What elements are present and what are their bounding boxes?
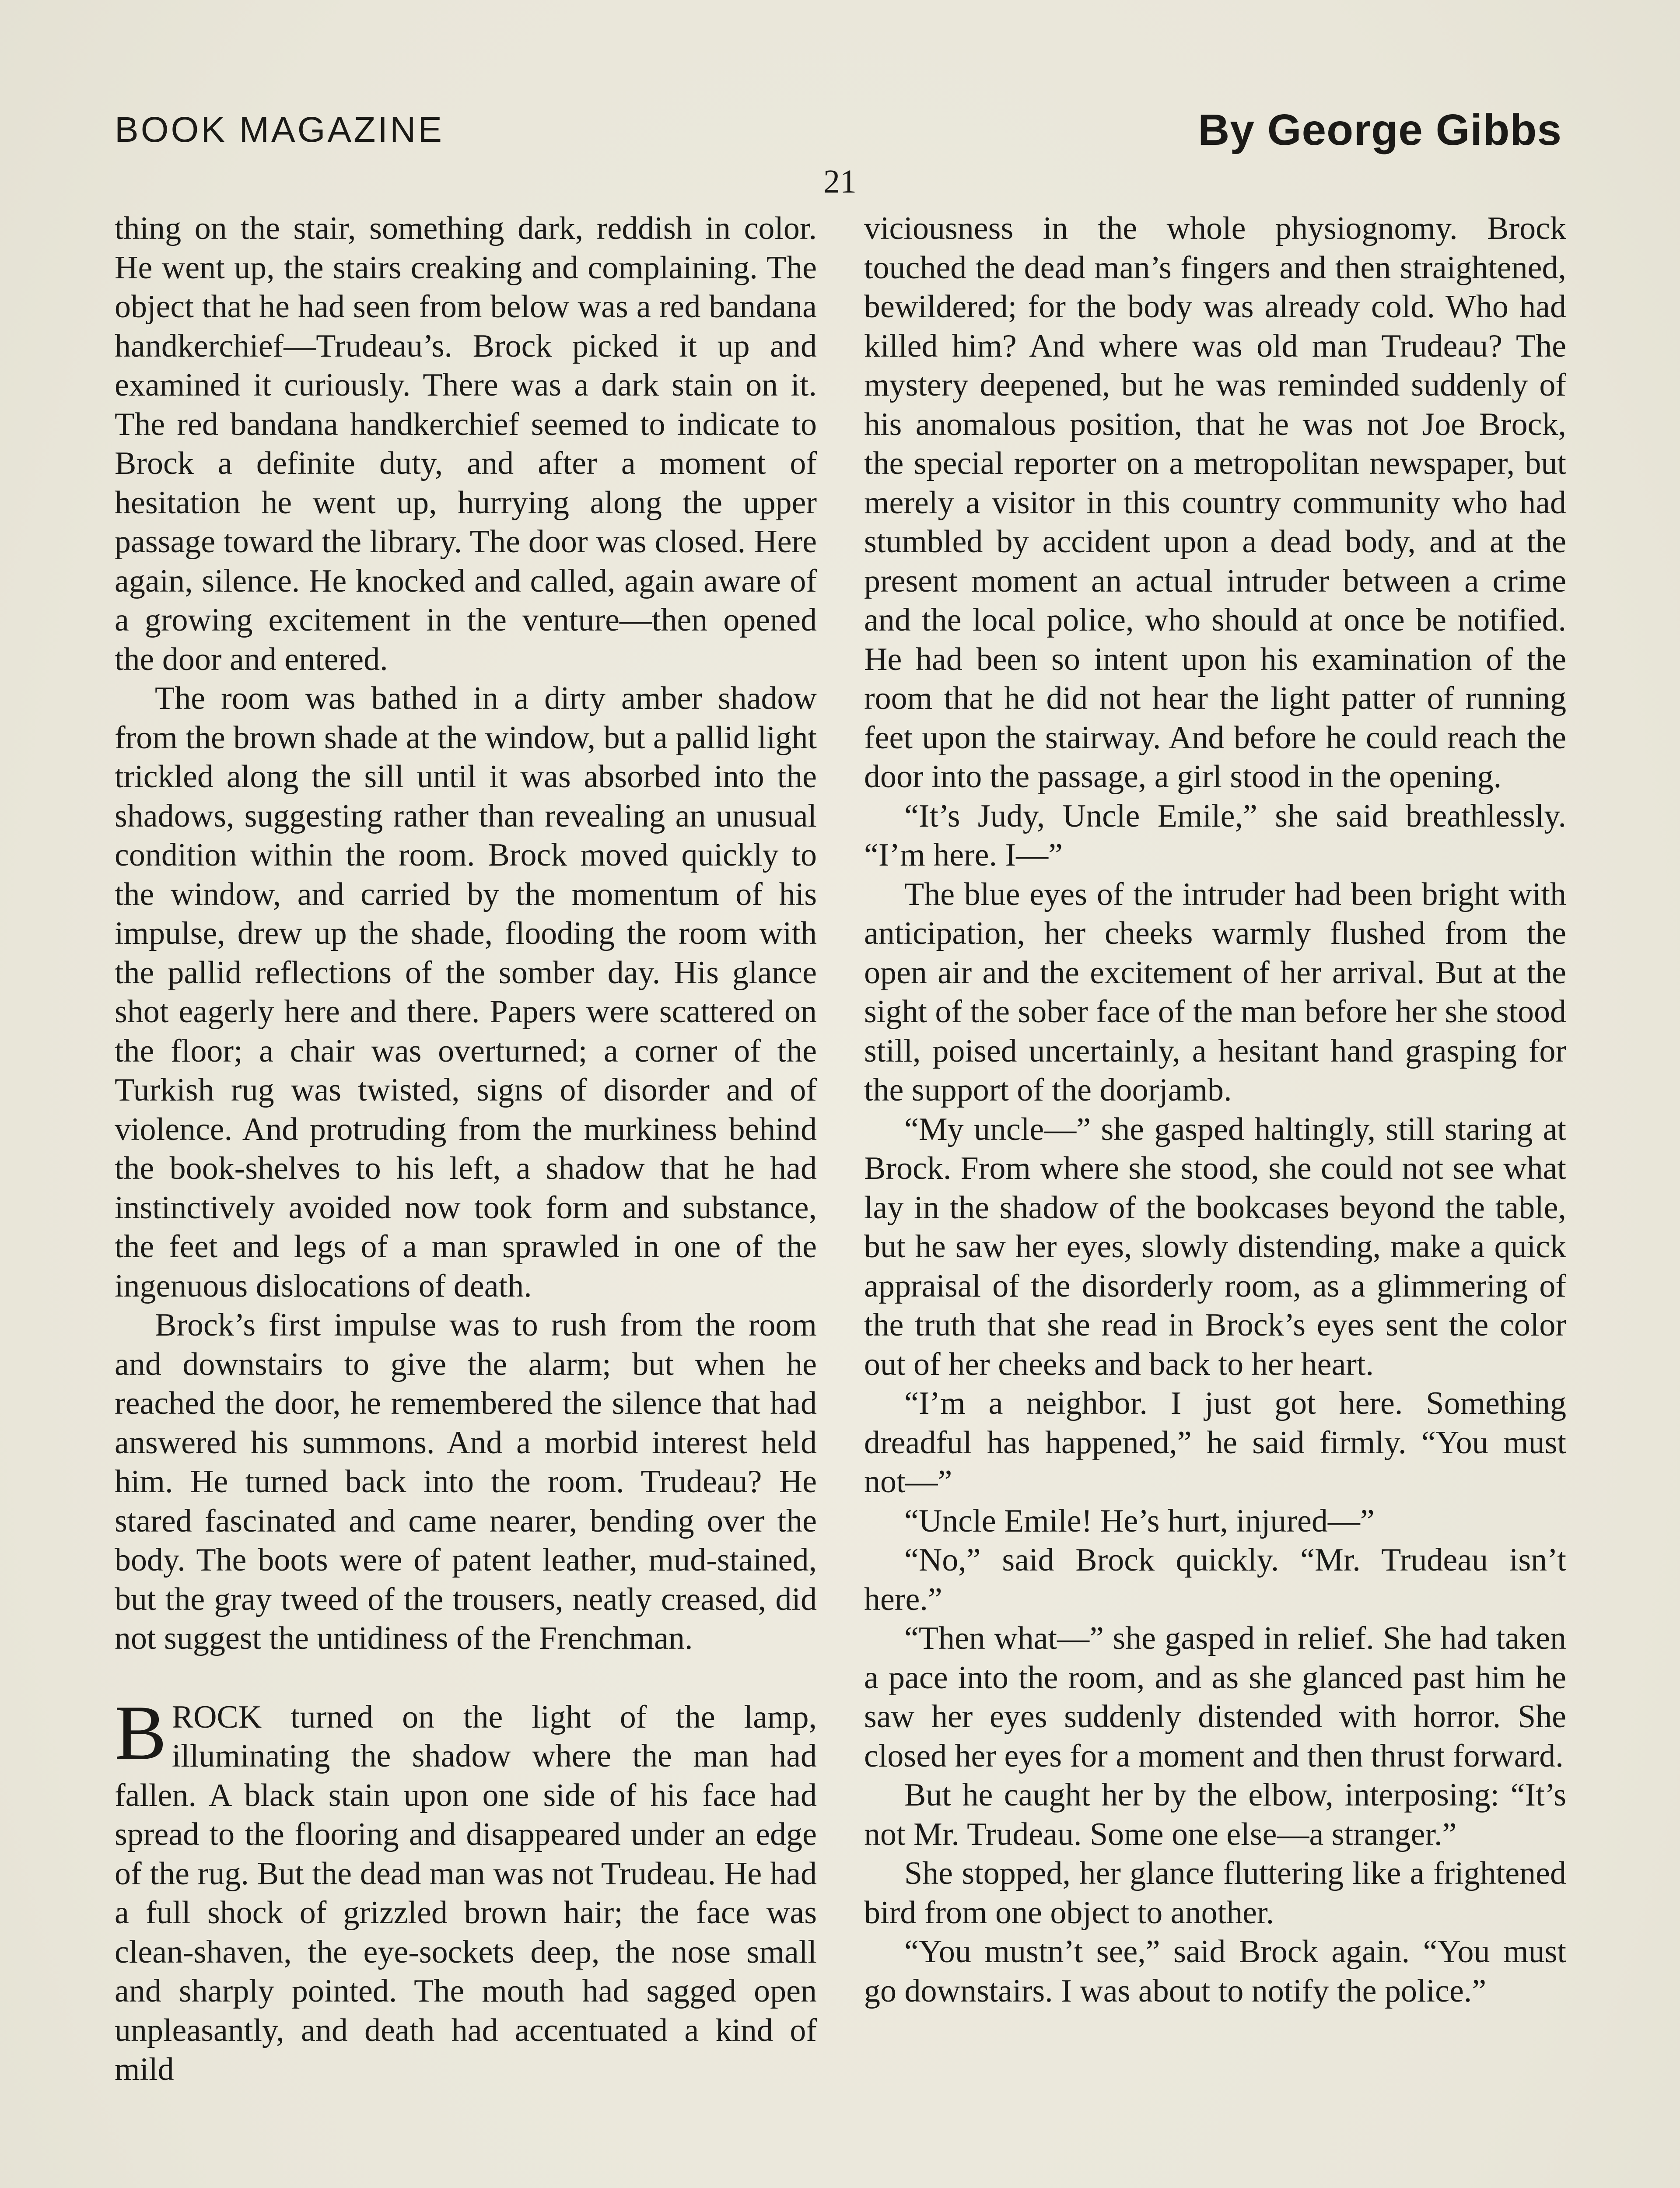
paragraph: “I’m a neighbor. I just got here. Something dreadful has happened,” he said firmly. “You must not—”	[864, 1385, 1566, 1500]
paragraph: “You mustn’t see,” said Brock again. “You must go downstairs. I was about to notify the police.”	[864, 1934, 1566, 2009]
right-column	[864, 209, 1566, 2011]
drop-cap: B	[115, 1689, 167, 1776]
paragraph: The room was bathed in a dirty amber shadow from the brown shade at the window, but a pallid light trickled along the sill until it was absorbed into the shadows, suggesting rather than revealing an unusual condition within the room. Brock moved quickly to the window, and carried by the momentum of his impulse, drew up the shade, flooding the room with the pallid reflections of the somber day. His glance shot eagerly here and there. Papers were scattered on the floor; a chair was overturned; a corner of the Turkish rug was twisted, signs of disorder and of violence. And protruding from the murkiness behind the book-shelves to his left, a shadow that he had instinctively avoided now took form and substance, the feet and legs of a man sprawled in one of the ingenuous dislocations of death.	[115, 680, 817, 1304]
page-number: 21	[823, 163, 857, 200]
paragraph: She stopped, her glance fluttering like a frightened bird from one object to another.	[864, 1855, 1566, 1931]
paragraph: viciousness in the whole physiognomy. Brock touched the dead man’s fingers and then straightened, bewildered; for the body was already cold. Who had killed him? And where was old man Trudeau? The mystery deepened, but he was reminded suddenly of his anomalous position, that he was not Joe Brock, the special reporter on a metropolitan newspaper, but merely a visitor in this country community who had stumbled by accident upon a dead body, and at the present moment an actual intruder between a crime and the local police, who should at once be notified. He had been so intent upon his examination of the room that he did not hear the light patter of running feet upon the stairway. And before he could reach the door into the passage, a girl stood in the opening.	[864, 210, 1566, 795]
paragraph: “Uncle Emile! He’s hurt, injured—”	[904, 1503, 1375, 1539]
section-opening-paragraph	[115, 1689, 817, 2090]
left-column	[115, 209, 817, 2090]
paragraph-text: ROCK turned on the light of the lamp, illuminating the shadow where the man had fallen. A black stain upon one side of his face had spread to the flooring and disappeared under an edge of the rug. But the dead man was not Trudeau. He had a full shock of grizzled brown hair; the face was clean-shaven, the eye-sockets deep, the nose small and sharply pointed. The mouth had sagged open unpleasantly, and death had accentuated a kind of mild	[115, 1699, 817, 2087]
author-byline: By George Gibbs	[1198, 105, 1562, 154]
paragraph: Brock’s first impulse was to rush from the room and downstairs to give the alarm; but when he reached the door, he remembered the silence that had answered his summons. And a morbid interest held him. He turned back into the room. Trudeau? He stared fascinated and came nearer, bending over the body. The boots were of patent leather, mud-stained, but the gray tweed of the trousers, neatly creased, did not suggest the untidiness of the Frenchman.	[115, 1307, 817, 1656]
paragraph: But he caught her by the elbow, interposing: “It’s not Mr. Trudeau. Some one else—a stranger.”	[864, 1777, 1566, 1852]
publication-title: BOOK MAGAZINE	[115, 110, 444, 150]
paragraph: thing on the stair, something dark, reddish in color. He went up, the stairs creaking and complaining. The object that he had seen from below was a red bandana handkerchief—Trudeau’s. Brock picked it up and examined it curiously. There was a dark stain on it. The red bandana handkerchief seemed to indicate to Brock a definite duty, and after a moment of hesitation he went up, hurrying along the upper passage toward the library. The door was closed. Here again, silence. He knocked and called, again aware of a growing excitement in the venture—then opened the door and entered.	[115, 210, 817, 677]
paragraph: The blue eyes of the intruder had been bright with anticipation, her cheeks warmly flushed from the open air and the excitement of her arrival. But at the sight of the sober face of the man before her she stood still, poised uncertainly, a hesitant hand grasping for the support of the doorjamb.	[864, 876, 1566, 1108]
paragraph: “My uncle—” she gasped haltingly, still staring at Brock. From where she stood, she could not see what lay in the shadow of the bookcases beyond the table, but he saw her eyes, slowly distending, make a quick appraisal of the disorderly room, as a glimmering of the truth that she read in Brock’s eyes sent the color out of her cheeks and back to her heart.	[864, 1111, 1566, 1382]
paragraph: “Then what—” she gasped in relief. She had taken a pace into the room, and as she glanced past him he saw her eyes suddenly distended with horror. She closed her eyes for a moment and then thrust forward.	[864, 1620, 1566, 1774]
paragraph: “No,” said Brock quickly. “Mr. Trudeau isn’t here.”	[864, 1542, 1566, 1617]
paragraph: “It’s Judy, Uncle Emile,” she said breathlessly. “I’m here. I—”	[864, 798, 1566, 873]
